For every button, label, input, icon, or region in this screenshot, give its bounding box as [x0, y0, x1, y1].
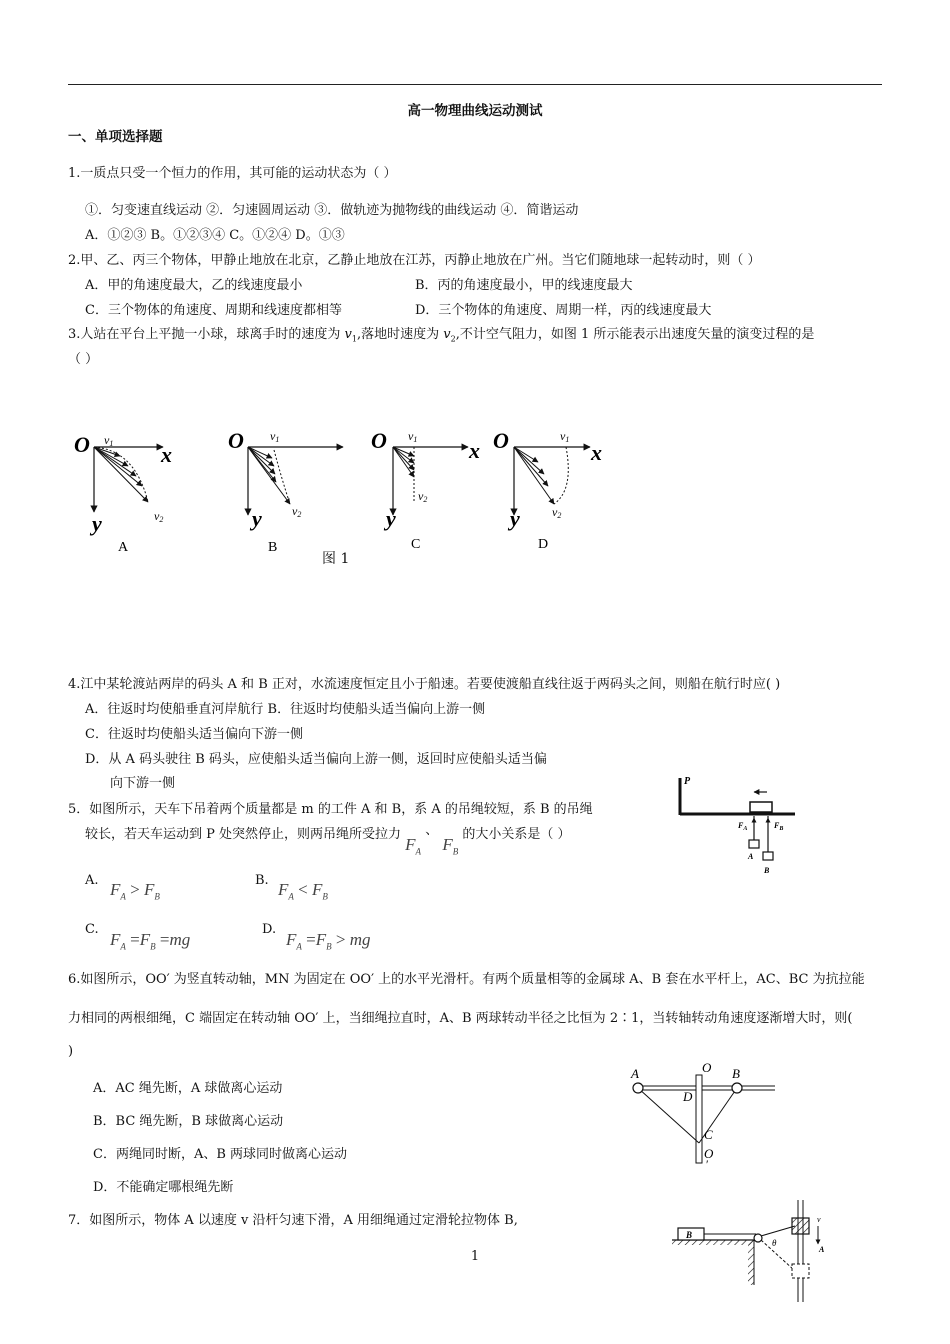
- diagram-c-x: x: [469, 438, 480, 463]
- q1-statements: ①．匀变速直线运动 ②．匀速圆周运动 ③．做轨迹为抛物线的曲线运动 ④．简谐运动: [85, 203, 579, 218]
- q4-options-ab: A．往返时均使船垂直河岸航行 B．往返时均使船头适当偏向上游一侧: [85, 702, 486, 717]
- page-title: 高一物理曲线运动测试: [407, 103, 543, 119]
- diagram-c-origin: O: [371, 428, 387, 453]
- q5-option-b-formula: $F_A < F_B$: [278, 880, 328, 902]
- q2-option-a: A．甲的角速度最大，乙的线速度最小: [85, 278, 303, 293]
- pulley-label-theta: θ: [772, 1238, 777, 1248]
- q5-symbol-fa: $F_A$: [405, 835, 422, 857]
- axis-label-prime: ′: [706, 1157, 709, 1171]
- q7-stem: 7．如图所示，物体 A 以速度 v 沿杆匀速下滑，A 用细绳通过定滑轮拉物体 B,: [68, 1213, 518, 1228]
- header-rule: [68, 84, 882, 85]
- q5-stem-line2-post: 的大小关系是（ ）: [462, 827, 571, 842]
- q3-stem-post: ,不计空气阻力，如图 1 所示能表示出速度矢量的演变过程的是: [455, 327, 815, 342]
- crane-diagram: [670, 770, 800, 880]
- diagram-a-v2: v2: [154, 509, 164, 524]
- crane-label-a: A: [748, 852, 754, 861]
- diagram-d-origin: O: [493, 428, 509, 453]
- crane-label-b: B: [764, 866, 770, 875]
- diagram-a-x: x: [161, 442, 172, 467]
- diagram-d-y: y: [510, 506, 520, 531]
- diagram-c-v2: v2: [418, 489, 428, 504]
- crane-label-fa: $F_A$: [738, 821, 748, 832]
- q6-option-b: B．BC 绳先断，B 球做离心运动: [93, 1114, 284, 1129]
- q5-stem-line2: [85, 823, 571, 857]
- q5-separator: 、: [425, 823, 439, 838]
- rotating-axis-diagram: [620, 1055, 780, 1175]
- q2-option-b: B．丙的角速度最小，甲的线速度最大: [415, 278, 633, 293]
- diagram-b-v2: v2: [292, 504, 302, 519]
- q2-option-d: D．三个物体的角速度、周期一样，丙的线速度最大: [415, 303, 712, 318]
- axis-label-o-top: O: [702, 1060, 712, 1075]
- diagram-a: [74, 432, 172, 555]
- diagram-d-v1: v1: [560, 429, 570, 444]
- q6-option-a: A．AC 绳先断，A 球做离心运动: [93, 1081, 283, 1096]
- page-number: 1: [470, 1249, 480, 1264]
- q5-option-a-formula: $F_A > F_B$: [110, 880, 160, 902]
- q4-option-c: C．往返时均使船头适当偏向下游一侧: [85, 727, 303, 742]
- q1-stem: 1.一质点只受一个恒力的作用，其可能的运动状态为（ ）: [68, 166, 397, 181]
- section-heading: 一、单项选择题: [68, 129, 163, 145]
- q3-v1-sub: 1: [351, 334, 357, 344]
- diagram-a-y: y: [92, 511, 102, 536]
- pulley-label-a: A: [819, 1245, 825, 1254]
- q6-stem-line1: 6.如图所示，OO′ 为竖直转动轴，MN 为固定在 OO′ 上的水平光滑杆。有两个质量相等的金属球 A、B 套在水平杆上，AC、BC 为抗拉能: [68, 972, 865, 987]
- q3-paren: （ ）: [68, 352, 99, 367]
- crane-label-p: P: [684, 776, 691, 787]
- diagram-d-label: D: [538, 537, 549, 552]
- q5-stem-line1: 5．如图所示，天车下吊着两个质量都是 m 的工件 A 和 B，系 A 的吊绳较短，系 B 的吊绳: [68, 802, 593, 817]
- q5-option-d-formula: $F_A =F_B$ > mg: [286, 930, 371, 952]
- pulley-label-b: B: [686, 1230, 693, 1240]
- q4-stem: 4.江中某轮渡站两岸的码头 A 和 B 正对，水流速度恒定且小于船速。若要使渡船直线往返于两码头之间，则船在航行时应( ): [68, 677, 781, 692]
- figure-1-velocity-diagrams: [60, 420, 640, 570]
- q4-option-d-cont: 向下游一侧: [110, 776, 176, 791]
- q5-stem-line2-pre: 较长，若天车运动到 P 处突然停止，则两吊绳所受拉力: [85, 827, 402, 842]
- q5-option-c-label: C.: [85, 922, 99, 937]
- diagram-b-y: y: [252, 506, 262, 531]
- q3-v2: v: [443, 327, 451, 342]
- q3-stem: [68, 323, 814, 344]
- axis-label-b: B: [732, 1066, 740, 1081]
- q6-option-d: D．不能确定哪根绳先断: [93, 1180, 234, 1195]
- diagram-d-x: x: [591, 440, 602, 465]
- q4-option-d: D．从 A 码头驶往 B 码头，应使船头适当偏向上游一侧，返回时应使船头适当偏: [85, 752, 547, 767]
- axis-label-a: A: [631, 1066, 639, 1081]
- q3-stem-mid: ,落地时速度为: [357, 327, 444, 342]
- q6-stem-line3: ): [68, 1044, 74, 1059]
- q6-option-c: C．两绳同时断，A、B 两球同时做离心运动: [93, 1147, 348, 1162]
- q5-symbol-fb: $F_B$: [442, 835, 459, 857]
- q6-stem-line2: 力相同的两根细绳，C 端固定在转动轴 OO′ 上，当细绳拉直时，A、B 两球转动半径之比恒为 2∶1，当转轴转动角速度逐渐增大时，则(: [68, 1011, 853, 1026]
- axis-label-o-bottom: O: [704, 1146, 714, 1161]
- diagram-c: [371, 428, 480, 552]
- q5-option-a-label: A.: [85, 873, 99, 888]
- diagram-a-label: A: [118, 540, 129, 555]
- diagram-b-v1: v1: [270, 429, 280, 444]
- q5-option-c-formula: $F_A =F_B =mg$: [110, 930, 191, 952]
- diagram-c-label: C: [411, 537, 421, 552]
- figure-1-caption: 图 1: [322, 551, 350, 567]
- crane-label-fb: $F_B$: [774, 821, 784, 832]
- q5-option-d-label: D.: [262, 922, 277, 937]
- q3-v1: v: [344, 327, 352, 342]
- q3-stem-pre: 3.人站在平台上平抛一小球，球离手时的速度为: [68, 327, 345, 342]
- diagram-d: [493, 428, 602, 552]
- diagram-a-v1: v1: [104, 433, 114, 448]
- diagram-a-origin: O: [74, 432, 90, 457]
- diagram-c-y: y: [386, 506, 396, 531]
- axis-label-d: D: [683, 1089, 693, 1104]
- q5-option-b-label: B.: [255, 873, 269, 888]
- axis-label-c: C: [704, 1127, 713, 1142]
- diagram-b-origin: O: [228, 428, 244, 453]
- q2-stem: 2.甲、乙、丙三个物体，甲静止地放在北京，乙静止地放在江苏，丙静止地放在广州。当它们随地球一起转动时，则（ ）: [68, 253, 761, 268]
- diagram-b-label: B: [268, 540, 278, 555]
- q2-option-c: C．三个物体的角速度、周期和线速度都相等: [85, 303, 342, 318]
- q3-v2-sub: 2: [450, 334, 456, 344]
- diagram-c-v1: v1: [408, 429, 418, 444]
- diagram-b: [228, 428, 343, 555]
- pulley-label-v: v: [817, 1215, 821, 1224]
- diagram-d-v2: v2: [552, 505, 562, 520]
- q1-options: A．①②③ B。①②③④ C。①②④ D。①③: [85, 228, 345, 243]
